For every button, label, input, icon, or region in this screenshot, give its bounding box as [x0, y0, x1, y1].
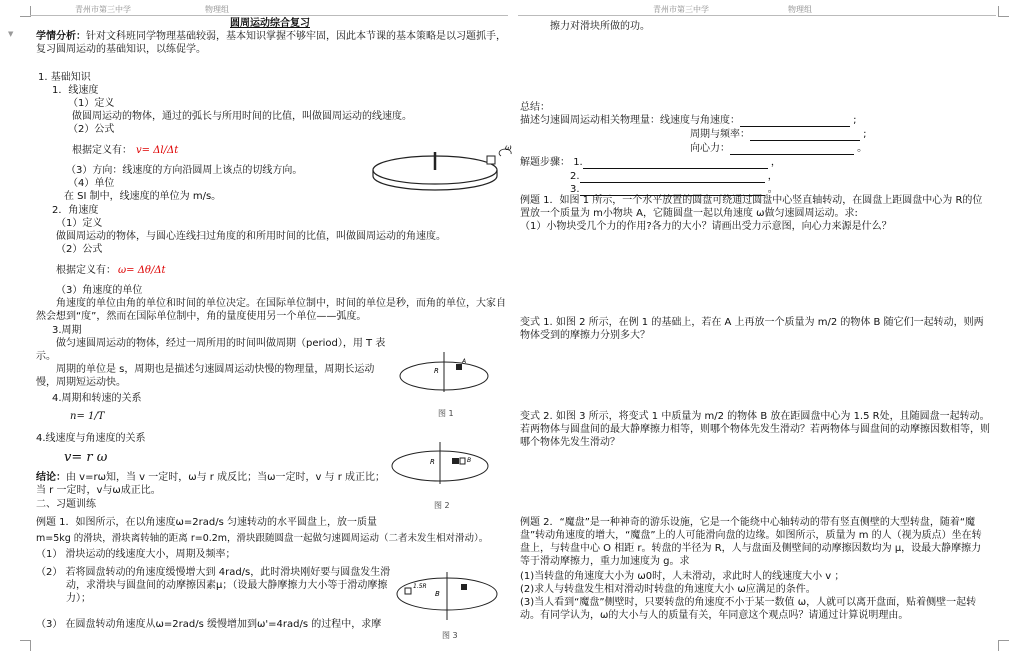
heading-v-w: 4.线速度与角速度的关系 [36, 433, 146, 444]
header-school-right: 青州市第三中学 [653, 5, 709, 14]
ex1-line2: m=5kg 的滑块，滑块离转轴的距离 r=0.2m，滑块跟随圆盘一起做匀速圆周运动（二者未发生相对滑动）。 [36, 533, 489, 544]
conclusion-text: 由 v=rω知，当 v 一定时，ω与 r 成反比；当ω一定时，v 与 r 成正比；当 r 一定时，v与ω成正比。 [36, 472, 386, 496]
summary-line3: 向心力： 。 [690, 143, 868, 154]
heading-period: 3.周期 [52, 325, 82, 336]
ex1-q3: （3） 在圆盘转动角速度从ω=2rad/s 缓慢增加到ω'=4rad/s 的过程中，求摩 [36, 619, 382, 630]
r-ex1: 例题 1．如图 1 所示，一个水平放置的圆盘可绕通过圆盘中心竖直轴转动，在圆盘上距圆盘中心为 R的位置放一个质量为 m小物块 A，它随圆盘一起以角速度 ω做匀速圆周运动。求: [520, 195, 983, 219]
summary-line1: 描述匀速圆周运动相关物理量：线速度与角速度： ; [520, 115, 857, 126]
conclusion-para [36, 471, 386, 497]
steps-line3: 3. 。 [570, 184, 778, 195]
header-rule-right [518, 15, 996, 16]
variant2: 变式 2. 如图 3 所示，将变式 1 中质量为 m/2 的物体 B 放在距圆盘中心为 1.5 R处，且随圆盘一起转动。若两物体与圆盘间的最大静摩擦力相等，则哪个物体先发生滑动？若两物体与圆盘间的动摩擦因数相等，则哪个物体先发生滑动？ [520, 411, 990, 448]
heading-def1: （1）定义 [68, 98, 115, 109]
heading-angular-velocity: 2．角速度 [52, 205, 99, 216]
figure1 [398, 350, 498, 410]
section-basics: 1. 基础知识 [38, 72, 91, 83]
heading-formula1: （2）公式 [68, 124, 115, 135]
summary-line3-label: 向心力： [690, 143, 730, 154]
fig2-caption: 图 2 [434, 501, 450, 510]
unit2-text: 角速度的单位由角的单位和时间的单位决定。在国际单位制中，时间的单位是秒，而角的单位，大家自然会想到“度”，然而在国际单位制中，角的量度使用另一个单位——弧度。 [36, 298, 506, 322]
fig3-block-a [461, 584, 467, 590]
summary-line1-label: 描述匀速圆周运动相关物理量：线速度与角速度： [520, 115, 740, 126]
r-ex2-q3: (3)当人看到“魔盘”侧壁时，只要转盘的角速度不小于某一数值 ω，人就可以离开盘面，贴着侧壁一起转动。有同学认为，ω的大小与人的质量有关，年同意这个观点吗？请通过计算说明理由。 [520, 597, 977, 621]
ex1-q2: （2） 若将圆盘转动的角速度缓慢增大到 4rad/s，此时滑块刚好要与圆盘发生滑动，求滑块与圆盘间的动摩擦因素μ；（设最大静摩擦力大小等于滑动摩擦力）； [36, 567, 391, 604]
omega-label: ω [505, 143, 512, 152]
blank-step1 [583, 158, 768, 169]
fig3-15r-label: 1.5R [413, 583, 427, 590]
n-formula: n= 1/T [70, 411, 105, 422]
turntable-figure [365, 140, 515, 196]
direction-text: （3）方向：线速度的方向沿圆周上该点的切线方向。 [66, 165, 303, 176]
fig3-block-b [405, 588, 411, 594]
crop-mark-tr [998, 6, 1009, 17]
header-rule [30, 15, 508, 16]
variant1: 变式 1. 如图 2 所示，在例 1 的基础上，若在 A 上再放一个质量为 m/2 的物体 B 随它们一起转动，则两物体受到的摩擦力分别多大？ [520, 317, 984, 341]
v-formula: v= Δl/Δt [136, 145, 179, 156]
conclusion-label: 结论： [36, 472, 66, 483]
blank-step2 [580, 172, 765, 183]
blank-3 [730, 144, 854, 155]
fig2-r-label: R [430, 458, 435, 466]
fig3-b-label: B [435, 590, 440, 598]
fig3-caption: 图 3 [442, 631, 458, 640]
summary-line2-label: 周期与频率： [690, 129, 750, 140]
fig1-r-label: R [434, 367, 439, 375]
figure2 [390, 440, 496, 498]
step3-label: 3. [570, 184, 580, 195]
ex1-q1: （1） 滑块运动的线速度大小，周期及频率； [36, 549, 236, 560]
unit1-text: 在 SI 制中，线速度的单位为 m/s。 [64, 191, 222, 202]
steps-line2: 2. ， [570, 171, 778, 182]
analysis-text: 针对文科班同学物理基础较弱，基本知识掌握不够牢固，因此本节课的基本策略是以习题抓手，复习圆周运动的基础知识，以练促学。 [36, 31, 506, 55]
steps-line1: 解题步骤： 1. ， [520, 157, 781, 168]
blank-2 [750, 130, 860, 141]
header-group: 物理组 [205, 5, 229, 14]
steps-label: 解题步骤： [520, 157, 570, 168]
header-group-right: 物理组 [788, 5, 812, 14]
right-page [518, 0, 998, 660]
heading-unit2: （3）角速度的单位 [56, 285, 143, 296]
summary-line2: 周期与频率： ; [690, 129, 867, 140]
r-ex2-q2: (2)求人与转盘发生相对滑动时转盘的角速度大小 ω应满足的条件。 [520, 584, 816, 595]
w-formula: ω= Δθ/Δt [118, 265, 166, 276]
def2-text: 做圆周运动的物体，与圆心连线扫过角度的和所用时间的比值，叫做圆周运动的角速度。 [56, 231, 446, 242]
def1-text: 做圆周运动的物体，通过的弧长与所用时间的比值，叫做圆周运动的线速度。 [72, 111, 412, 122]
arrow-marker-icon: ▼ [8, 30, 14, 38]
r-ex1-q: （1）小物块受几个力的作用?各力的大小？请画出受力示意图，向心力来源是什么？ [520, 221, 892, 232]
blank-1 [740, 116, 850, 127]
ex1-line1: 例题 1．如图所示，在以角速度ω=2rad/s 匀速转动的水平圆盘上，放一质量 [36, 517, 378, 528]
crop-mark-br [998, 640, 1009, 651]
heading-linear-velocity: 1．线速度 [52, 85, 99, 96]
period-text2: 周期的单位是 s，周期也是描述匀速圆周运动快慢的物理量，周期长运动慢，周期短运动快。 [36, 364, 375, 388]
fig2-block-b [460, 458, 465, 464]
summary-heading: 总结： [520, 102, 550, 113]
fig1-caption: 图 1 [438, 409, 454, 418]
figure3 [395, 570, 505, 626]
step2-label: 2. [570, 171, 580, 182]
formula2-label: 根据定义有： [56, 265, 116, 276]
vrw-formula: v= r ω [64, 450, 108, 465]
formula1-label: 根据定义有： [72, 145, 132, 156]
step1-label: 1. [573, 157, 583, 168]
section-exercises: 二、习题训练 [36, 499, 96, 510]
heading-def2: （1）定义 [56, 218, 103, 229]
heading-formula2: （2）公式 [56, 244, 103, 255]
r-ex2-q1: (1)当转盘的角速度大小为 ω0时，人未滑动，求此时人的线速度大小 v ； [520, 571, 845, 582]
analysis-para [36, 30, 506, 56]
fig1-a-label: A [462, 358, 467, 365]
heading-period-freq: 4.周期和转速的关系 [52, 393, 142, 404]
block [487, 156, 495, 164]
header-school: 青州市第三中学 [75, 5, 131, 14]
heading-unit1: （4）单位 [68, 178, 115, 189]
left-page [30, 0, 510, 660]
fig2-block-a [452, 458, 459, 464]
q3-continuation: 擦力对滑块所做的功。 [550, 21, 650, 32]
r-ex2: 例题 2．“魔盘”是一种神奇的游乐设施，它是一个能绕中心轴转动的带有竖直侧壁的大型转盘，随着“魔盘”转动角速度的增大，“魔盘”上的人可能滑向盘的边缘。如图所示，质量为 m 的人（视为质点）坐在转盘上，与转盘中心 O 相距 r。转盘的半径为 R，人与盘面及侧壁间的动摩擦因数均为 μ，设最大静摩擦力等于滑动摩擦力，重力加速度为 g。求 [520, 517, 982, 567]
fig2-b-label: B [467, 457, 472, 464]
doc-title: 圆周运动综合复习 [230, 18, 310, 29]
analysis-label: 学情分析： [36, 31, 86, 42]
period-text: 做匀速圆周运动的物体，经过一周所用的时间叫做周期（period），用 T 表示。 [36, 338, 386, 362]
